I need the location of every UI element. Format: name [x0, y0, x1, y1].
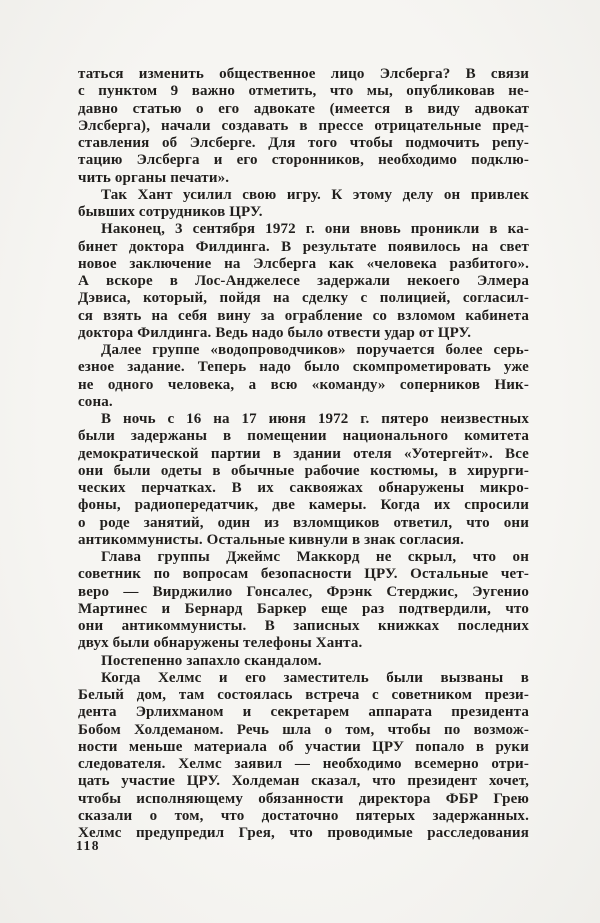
text-line: фоны, радиопередатчик, две камеры. Когда их спросили — [78, 497, 529, 514]
text-line: сказали о том, что достаточно пятерых задержанных. — [78, 807, 529, 824]
paragraph — [78, 653, 529, 670]
text-line: бинет доктора Филдинга. В результате появилось на свет — [78, 238, 529, 255]
text-line: не одного человека, а всю «команду» соперников Ник- — [78, 376, 529, 393]
body-text-block — [78, 66, 529, 842]
text-line: доктора Филдинга. Ведь надо было отвести удар от ЦРУ. — [78, 324, 472, 341]
text-line: сона. — [78, 393, 113, 410]
text-line: Далее группе «водопроводчиков» поручается более серь- — [101, 342, 529, 358]
text-line: веро — Вирджилио Гонсалес, Фрэнк Стерджис, Эугенио — [78, 583, 529, 600]
text-line: езное задание. Теперь надо было скомпрометировать уже — [78, 359, 529, 376]
text-line: Бобом Холдеманом. Речь шла о том, чтобы по возмож- — [78, 721, 529, 738]
text-line: Элсберга), начали создавать в прессе отрицательные пред- — [78, 117, 529, 134]
text-line: антикоммунисты. Остальные кивнули в знак согласия. — [78, 531, 465, 548]
text-line: тацию Элсберга и его сторонников, необходимо подклю- — [78, 152, 529, 169]
paragraph — [78, 66, 529, 187]
text-line: были задержаны в помещении национального комитета — [78, 428, 529, 445]
text-line: они были одеты в обычные рабочие костюмы, в хирурги- — [78, 462, 529, 479]
paragraph — [78, 221, 529, 342]
text-line: Дэвиса, который, пойдя на сделку с полицией, согласил- — [78, 290, 529, 307]
text-line: таться изменить общественное лицо Элсберга? В связи — [78, 66, 529, 82]
text-line: новое заключение на Элсберга как «человека разбитого». — [78, 255, 529, 272]
paragraph — [78, 187, 529, 222]
text-line: Так Хант усилил свою игру. К этому делу он привлек — [101, 186, 529, 203]
text-line: Хелмс предупредил Грея, что проводимые расследования — [78, 825, 529, 841]
text-line: Когда Хелмс и его заместитель были вызваны в — [101, 669, 529, 686]
text-line: чтобы исполняющему обязанности директора ФБР Грею — [78, 790, 529, 807]
text-line: давно статью о его адвокате (имеется в виду адвокат — [78, 100, 529, 117]
text-line: ческих перчатках. В их саквояжах обнаружены микро- — [78, 480, 529, 496]
text-line: о роде занятий, один из взломщиков ответил, что они — [78, 514, 529, 531]
text-line: с пунктом 9 важно отметить, что мы, опубликовав не- — [78, 83, 529, 100]
text-line: двух были обнаружены телефоны Ханта. — [78, 635, 363, 652]
text-line: Постепенно запахло скандалом. — [101, 652, 322, 669]
text-line: А вскоре в Лос-Анджелесе задержали некоего Элмера — [78, 273, 529, 289]
text-line: Белый дом, там состоялась встреча с советником прези- — [78, 687, 529, 703]
text-line: Наконец, 3 сентября 1972 г. они вновь проникли в ка- — [101, 221, 529, 238]
text-line: ности меньше материала об участии ЦРУ попало в руки — [78, 738, 529, 755]
text-line: Глава группы Джеймс Маккорд не скрыл, что он — [101, 549, 529, 565]
text-line: советник по вопросам безопасности ЦРУ. Остальные чет- — [78, 566, 529, 583]
paragraph — [78, 549, 529, 653]
text-line: В ночь с 16 на 17 июня 1972 г. пятеро неизвестных — [101, 411, 529, 427]
text-line: ставления об Элсберге. Для того чтобы подмочить репу- — [78, 135, 529, 151]
text-line: демократической партии в здании отеля «Уотергейт». Все — [78, 445, 529, 462]
text-line: они антикоммунисты. В записных книжках последних — [78, 618, 529, 634]
paragraph — [78, 670, 529, 843]
text-line: чить органы печати». — [78, 169, 230, 186]
text-line: ся взять на себя вину за ограбление со взломом кабинета — [78, 307, 529, 324]
page-number: 118 — [76, 838, 101, 853]
paragraph — [78, 342, 529, 411]
text-line: дента Эрлихманом и секретарем аппарата президента — [78, 704, 529, 721]
paragraph — [78, 411, 529, 549]
text-line: Мартинес и Бернард Баркер еще раз подтвердили, что — [78, 600, 529, 617]
text-line: следователя. Хелмс заявил — необходимо всемерно отри- — [78, 756, 529, 772]
text-line: цать участие ЦРУ. Холдеман сказал, что президент хочет, — [78, 773, 529, 790]
text-line: бывших сотрудников ЦРУ. — [78, 204, 263, 220]
